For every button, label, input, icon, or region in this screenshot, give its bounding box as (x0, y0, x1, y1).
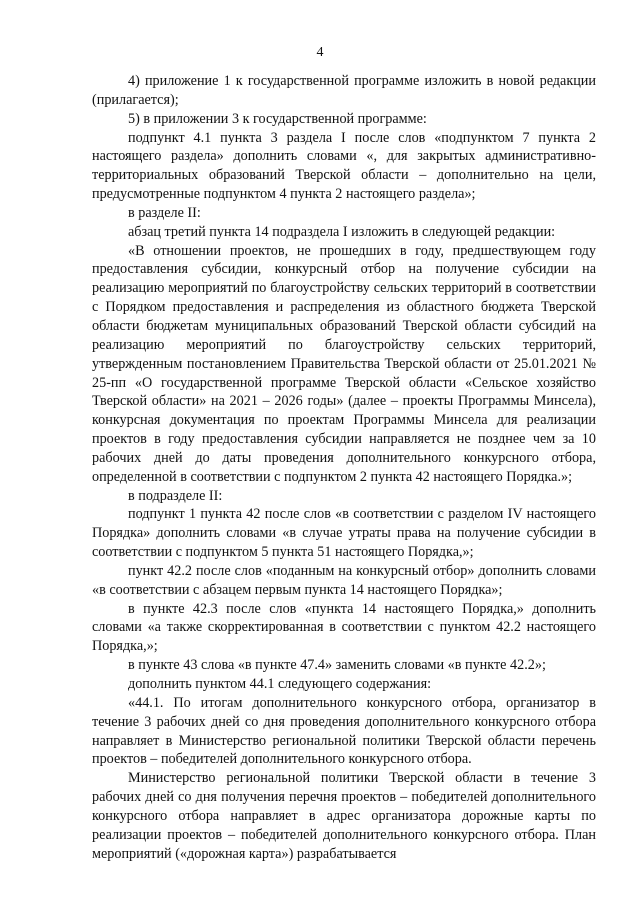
paragraph-clause-42-1: подпункт 1 пункта 42 после слов «в соответствии с разделом IV настоящего Порядка» дополнить словами «в случае утраты права на получение субсидии в соответствии с подпунктом 5 пункта 51 настоящего Порядка,»; (92, 506, 596, 561)
paragraph-clause-42-2: пункт 42.2 после слов «поданным на конкурсный отбор» дополнить словами «в соответствии с абзацем первым пункта 14 настоящего Порядка»; (92, 562, 596, 598)
paragraph-subsection-2: в подразделе II: (128, 487, 223, 504)
paragraph-clause-43: в пункте 43 слова «в пункте 47.4» заменить словами «в пункте 42.2»; (128, 657, 546, 674)
paragraph-clause-14-text: «В отношении проектов, не прошедших в году, предшествующем году предоставления субсидии, конкурсный отбор на получение субсидии на реализацию мероприятий по благоустройству сельских территорий в соответствии с Порядком предоставления и распределения из областного бюджета Тверской области бюджетам муниципальных образований Тверской области субсидий на реализацию мероприятий по благоустройству сельских территорий, утвержденным постановлением Правительства Тверской области от 25.01.2021 № 25-пп «О государственной программе Тверской области «Сельское хозяйство Тверской области» на 2021 – 2026 годы» (далее – проекты Программы Минсела), конкурсная документация по проектам Программы Минсела для реализации проектов в году предоставления субсидии направляется не позднее чем за 10 рабочих дней до даты проведения дополнительного конкурсного отбора, определенной в соответствии с подпунктом 2 пункта 42 настоящего Порядка.»; (92, 242, 596, 485)
page-number: 4 (316, 45, 324, 60)
paragraph-item-4-appendix-1: 4) приложение 1 к государственной программе изложить в новой редакции (прилагается); (92, 73, 596, 108)
paragraph-clause-42-3: в пункте 42.3 после слов «пункта 14 настоящего Порядка,» дополнить словами «а также скорректированная в соответствии с пунктом 42.2 настоящего Порядка,»; (92, 600, 596, 655)
paragraph-item-5-appendix-3: 5) в приложении 3 к государственной программе: (128, 110, 427, 127)
paragraph-section-2: в разделе II: (128, 204, 201, 221)
paragraph-clause-14-intro: абзац третий пункта 14 подраздела I изложить в следующей редакции: (128, 223, 556, 240)
paragraph-clause-44-1-intro: дополнить пунктом 44.1 следующего содержания: (128, 676, 432, 692)
document-body (92, 72, 596, 863)
paragraph-subclause-4-1: подпункт 4.1 пункта 3 раздела I после слов «подпунктом 7 пункта 2 настоящего раздела» дополнить словами «, для закрытых административно-территориальных образований Тверской области – дополнительно на цели, предусмотренные подпунктом 4 пункта 2 настоящего раздела»; (92, 129, 596, 203)
paragraph-ministry-roadmap: Министерство региональной политики Тверской области в течение 3 рабочих дней со дня получения перечня проектов – победителей дополнительного конкурсного отбора направляет в адрес организатора дорожные карты по реализации проектов – победителей дополнительного конкурсного отбора. План мероприятий («дорожная карта») разрабатывается (92, 770, 596, 862)
paragraph-clause-44-1-text: «44.1. По итогам дополнительного конкурсного отбора, организатор в течение 3 рабочих дней со дня проведения дополнительного конкурсного отбора направляет в Министерство региональной политики Тверской области перечень проектов – победителей дополнительного конкурсного отбора. (92, 694, 596, 768)
